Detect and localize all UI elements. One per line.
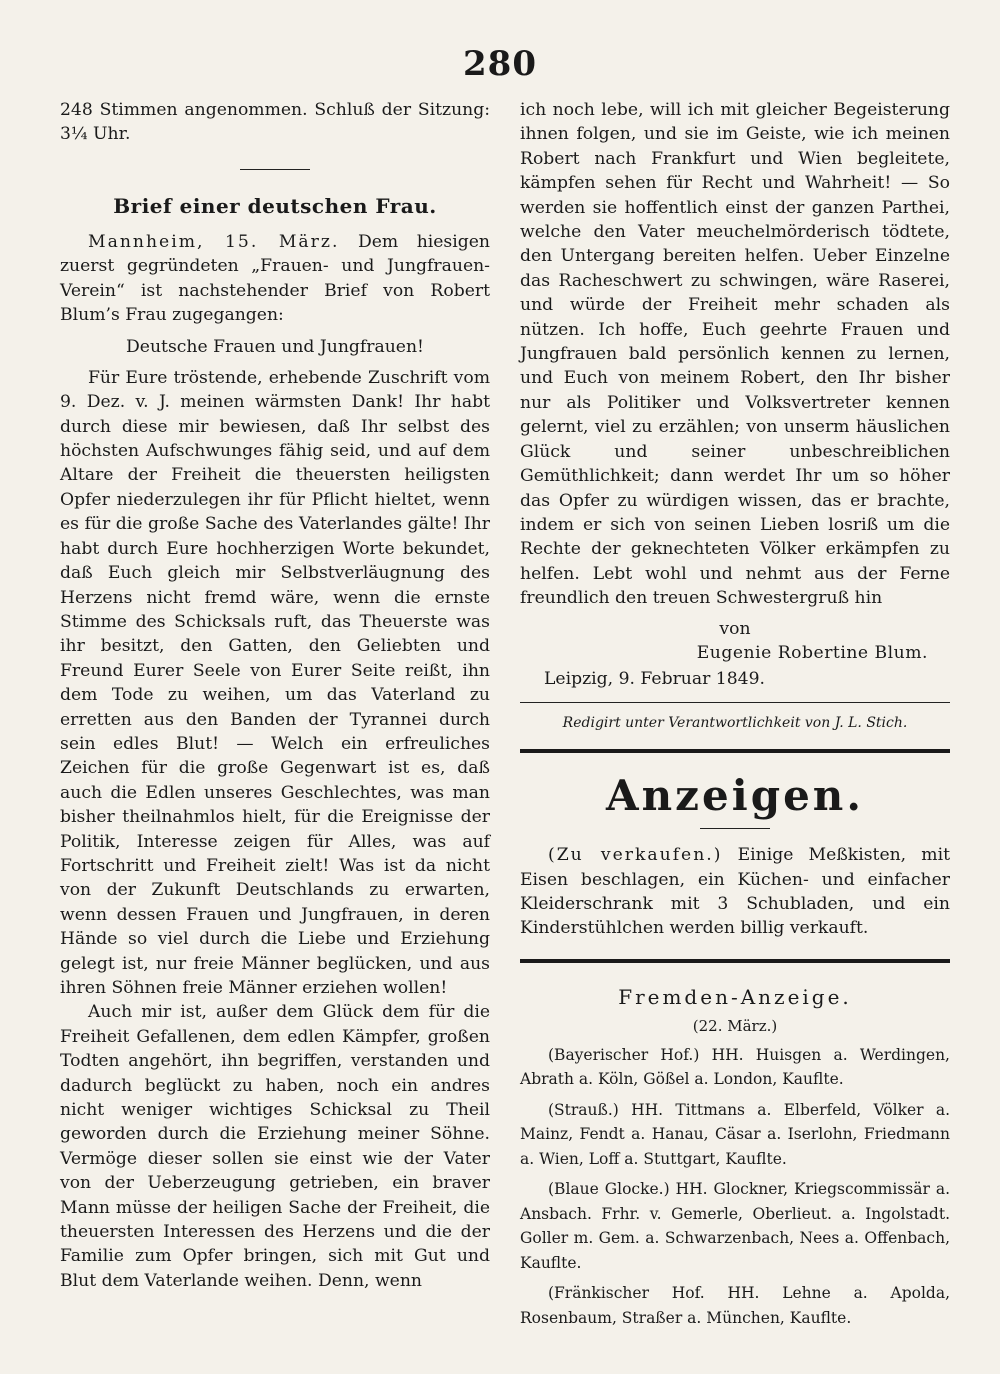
article-title: Brief einer deutschen Frau. bbox=[113, 193, 437, 218]
fremden-entry: (Strauß.) HH. Tittmans a. Elberfeld, Völker a. Mainz, Fendt a. Hanau, Cäsar a. Iserlohn, Friedmann a. Wien, Loff a. Stuttgart, Kauflte. bbox=[520, 1100, 950, 1168]
separator-rule bbox=[240, 169, 310, 170]
letter-paragraph-2: Auch mir ist, außer dem Glück dem für die Freiheit Gefallenen, dem edlen Kämpfer, großen Todten angehört, ihn begriffen, verstanden und dadurch beglückt zu haben, noch ein andres nicht weniger wichtiges Schicksal zu Theil geworden durch die Erziehung meiner Söhne. Vermöge dieser sollen sie einst wie der Vater von der Ueberzeugung getrieben, ein braver Mann müsse der heiligen Sache der Freiheit, die theuersten Interessen des Herzens und die der Familie zum Opfer bringen, sich mit Gut und Blut dem Vaterlande weihen. Denn, wenn bbox=[60, 1002, 490, 1291]
fremden-rule bbox=[520, 959, 950, 963]
ad-label: (Zu verkaufen.) bbox=[548, 845, 723, 866]
signature-von: von bbox=[719, 618, 751, 639]
fremden-entry: (Bayerischer Hof.) HH. Huisgen a. Werdingen, Abrath a. Köln, Gößel a. London, Kauflte. bbox=[520, 1045, 950, 1089]
fremden-date: (22. März.) bbox=[692, 1016, 778, 1035]
advertisement bbox=[520, 843, 950, 941]
section-rule bbox=[520, 749, 950, 753]
session-end-text: 248 Stimmen angenommen. Schluß der Sitzung: 3¼ Uhr. bbox=[60, 100, 490, 145]
right-column bbox=[520, 98, 950, 1336]
letter-paragraph-continued: ich noch lebe, will ich mit gleicher Begeisterung ihnen folgen, und sie im Geiste, wie ich meinen Robert nach Frankfurt und Wien begleitete, kämpfen sehen für Recht und Wahrheit! — So werden sie hoffentlich einst der ganzen Parthei, welche den Vater meuchelmörderisch tödtete, den Untergang bereiten helfen. Ueber Einzelne das Racheschwert zu schwingen, wäre Raserei, und würde der Freiheit mehr schaden als nützen. Ich hoffe, Euch geehrte Frauen und Jungfrauen bald persönlich kennen zu lernen, und Euch von meinem Robert, den Ihr bisher nur als Politiker und Volksvertreter kennen gelernt, viel zu erzählen; von unserm häuslichen Glück und seiner unbeschreiblichen Gemüthlichkeit; dann werdet Ihr um so höher das Opfer zu würdigen wissen, das er brachte, indem er sich von seinen Lieben losriß um die Rechte der geknechteten Völker erkämpfen zu helfen. Lebt wohl und nehmt aus der Ferne freundlich den treuen Schwestergruß hin bbox=[520, 100, 950, 609]
fremden-entry: (Fränkischer Hof. HH. Lehne a. Apolda, Rosenbaum, Straßer a. München, Kauflte. bbox=[520, 1284, 950, 1327]
signature-name: Eugenie Robertine Blum. bbox=[696, 642, 928, 663]
ad-text: Einige Meßkisten, mit Eisen beschlagen, ein Küchen- und einfacher Kleiderschrank mit 3 Schubladen, und ein Kinderstühlchen werden billig verkauft. bbox=[520, 845, 950, 939]
fremden-list bbox=[520, 1043, 950, 1331]
article-lead bbox=[60, 230, 490, 328]
dateline: Mannheim, 15. März. bbox=[88, 231, 340, 252]
editor-note: Redigirt unter Verantwortlichkeit von J. L. Stich. bbox=[562, 714, 908, 731]
salutation: Deutsche Frauen und Jungfrauen! bbox=[126, 337, 424, 358]
section-title-rule bbox=[700, 828, 770, 829]
left-column bbox=[60, 98, 490, 1293]
letter-paragraph-1: Für Eure tröstende, erhebende Zuschrift vom 9. Dez. v. J. meinen wärmsten Dank! Ihr habt durch diese mir bewiesen, daß Ihr selbst des höchsten Aufschwunges fähig seid, und auf dem Altare der Freiheit die theuersten heiligsten Opfer niederzulegen ihr für Pflicht hieltet, wenn es für die große Sache des Vaterlandes gälte! Ihr habt durch Eure hochherzigen Worte bekundet, daß Euch gleich mir Selbstverläugnung des Herzens nicht fremd wäre, wenn die ernste Stimme des Schicksals ruft, das Theuerste was ihr besitzt, den Gatten, den Geliebten und Freund Eurer Seele von Eurer Seite reißt, ihn dem Tode zu weihen, um das Vaterland zu erretten aus den Banden der Tyrannei durch sein edles Blut! — Welch ein erfreuliches Zeichen für die große Gegenwart ist es, daß auch die Edlen unseres Geschlechtes, was man bisher theilnahmlos hielt, für die Ereignisse der Politik, Interesse zeigen für Alles, was auf Fortschritt und Freiheit zielt! Was ist da nicht von der Zukunft Deutschlands zu erwarten, wenn dessen Frauen und Jungfrauen, in deren Hände so viel durch die Liebe und Erziehung gelegt ist, nur freie Männer beglücken, und aus ihren Söhnen freie Männer erziehen wollen! bbox=[60, 367, 490, 998]
lead-text: Dem hiesigen zuerst gegründeten „Frauen- und Jungfrauen-Verein“ ist nachstehender Brief von Robert Blum’s Frau zugegangen: bbox=[60, 231, 490, 326]
page-number: 280 bbox=[463, 44, 537, 84]
fremden-title: Fremden-Anzeige. bbox=[618, 984, 852, 1009]
section-title: Anzeigen. bbox=[606, 771, 864, 821]
fremden-entry: (Blaue Glocke.) HH. Glockner, Kriegscommissär a. Ansbach. Frhr. v. Gemerle, Oberlieut. a. Ingolstadt. Goller m. Gem. a. Schwarzenbach, Nees a. Offenbach, Kauflte. bbox=[520, 1180, 950, 1272]
editor-rule bbox=[520, 702, 950, 703]
signature-place-date: Leipzig, 9. Februar 1849. bbox=[544, 669, 766, 690]
